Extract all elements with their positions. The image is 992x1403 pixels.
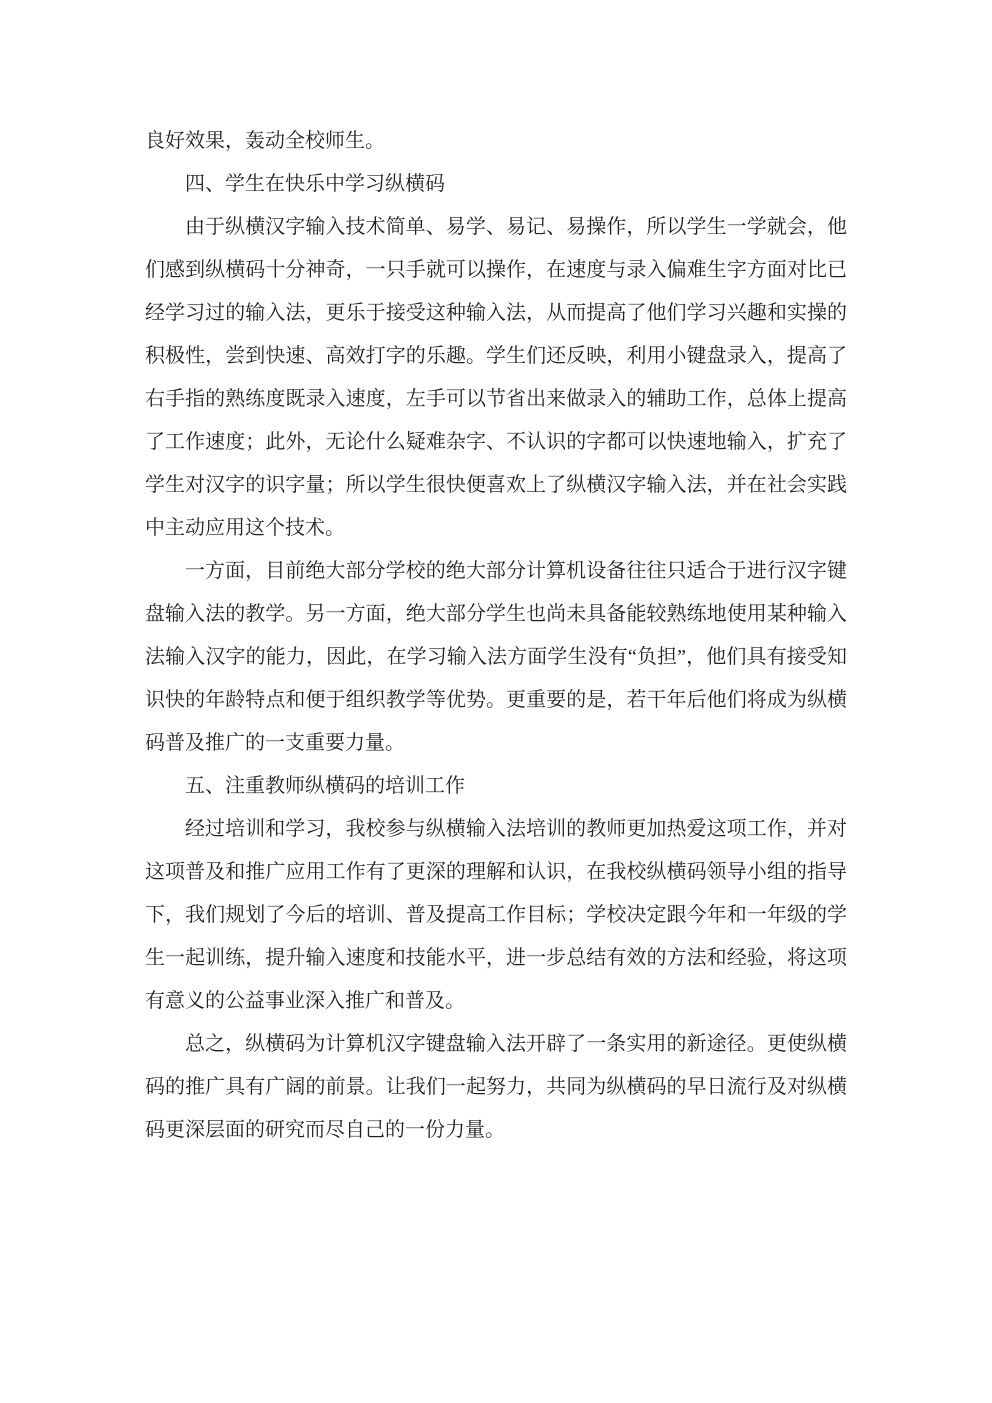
document-body <box>145 120 847 1152</box>
paragraph: 经过培训和学习，我校参与纵横输入法培训的教师更加热爱这项工作，并对这项普及和推广应用工作有了更深的理解和认识，在我校纵横码领导小组的指导下，我们规划了今后的培训、普及提高工作目标；学校决定跟今年和一年级的学生一起训练，提升输入速度和技能水平，进一步总结有效的方法和经验，将这项有意义的公益事业深入推广和普及。 <box>145 818 847 1012</box>
paragraph: 总之，纵横码为计算机汉字键盘输入法开辟了一条实用的新途径。更使纵横码的推广具有广阔的前景。让我们一起努力，共同为纵横码的早日流行及对纵横码更深层面的研究而尽自己的一份力量。 <box>145 1033 847 1141</box>
section-heading: 五、注重教师纵横码的培训工作 <box>185 775 465 797</box>
section-heading: 四、学生在快乐中学习纵横码 <box>185 173 445 195</box>
paragraph: 由于纵横汉字输入技术简单、易学、易记、易操作，所以学生一学就会，他们感到纵横码十分神奇，一只手就可以操作，在速度与录入偏难生字方面对比已经学习过的输入法，更乐于接受这种输入法，从而提高了他们学习兴趣和实操的积极性，尝到快速、高效打字的乐趣。学生们还反映，利用小键盘录入，提高了右手指的熟练度既录入速度，左手可以节省出来做录入的辅助工作，总体上提高了工作速度；此外，无论什么疑难杂字、不认识的字都可以快速地输入，扩充了学生对汉字的识字量；所以学生很快便喜欢上了纵横汉字输入法，并在社会实践中主动应用这个技术。 <box>145 216 847 539</box>
paragraph: 良好效果，轰动全校师生。 <box>145 130 385 152</box>
paragraph: 一方面，目前绝大部分学校的绝大部分计算机设备往往只适合于进行汉字键盘输入法的教学。另一方面，绝大部分学生也尚未具备能较熟练地使用某种输入法输入汉字的能力，因此，在学习输入法方面学生没有“负担”，他们具有接受知识快的年龄特点和便于组织教学等优势。更重要的是，若干年后他们将成为纵横码普及推广的一支重要力量。 <box>145 560 847 754</box>
